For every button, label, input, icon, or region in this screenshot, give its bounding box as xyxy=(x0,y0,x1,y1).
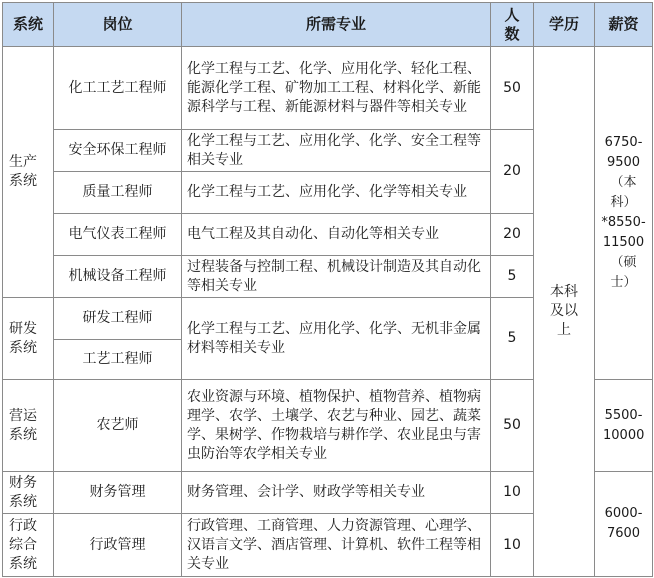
header-position: 岗位 xyxy=(54,3,182,47)
count-cell: 10 xyxy=(491,472,534,514)
count-cell: 5 xyxy=(491,298,534,380)
major-cell: 化学工程与工艺、应用化学、化学等相关专业 xyxy=(182,172,491,214)
header-education: 学历 xyxy=(534,3,595,47)
count-cell: 50 xyxy=(491,47,534,130)
position-cell: 研发工程师 xyxy=(54,298,182,340)
major-cell: 化学工程与工艺、应用化学、化学、安全工程等相关专业 xyxy=(182,130,491,172)
table-row xyxy=(3,47,653,130)
position-cell: 安全环保工程师 xyxy=(54,130,182,172)
system-cell: 研发系统 xyxy=(3,298,54,380)
position-cell: 工艺工程师 xyxy=(54,340,182,380)
count-cell: 50 xyxy=(491,380,534,472)
education-cell: 本科及以上 xyxy=(534,47,595,577)
position-cell: 行政管理 xyxy=(54,514,182,577)
header-salary: 薪资 xyxy=(595,3,653,47)
major-cell: 财务管理、会计学、财政学等相关专业 xyxy=(182,472,491,514)
header-row xyxy=(3,3,653,47)
position-cell: 机械设备工程师 xyxy=(54,256,182,298)
system-cell: 生产系统 xyxy=(3,47,54,298)
major-cell: 农业资源与环境、植物保护、植物营养、植物病理学、农学、土壤学、农艺与种业、园艺、蔬菜学、果树学、作物栽培与耕作学、农业昆虫与害虫防治等农学相关专业 xyxy=(182,380,491,472)
position-cell: 质量工程师 xyxy=(54,172,182,214)
header-system: 系统 xyxy=(3,3,54,47)
salary-cell: 6000-7600 xyxy=(595,472,653,577)
major-cell: 电气工程及其自动化、自动化等相关专业 xyxy=(182,214,491,256)
count-cell: 5 xyxy=(491,256,534,298)
header-major: 所需专业 xyxy=(182,3,491,47)
count-cell: 20 xyxy=(491,130,534,214)
major-cell: 化学工程与工艺、应用化学、化学、无机非金属材料等相关专业 xyxy=(182,298,491,380)
major-cell: 化学工程与工艺、化学、应用化学、轻化工程、能源化学工程、矿物加工工程、材料化学、新能源科学与工程、新能源材料与器件等相关专业 xyxy=(182,47,491,130)
position-cell: 财务管理 xyxy=(54,472,182,514)
count-cell: 10 xyxy=(491,514,534,577)
major-cell: 过程装备与控制工程、机械设计制造及其自动化等相关专业 xyxy=(182,256,491,298)
major-cell: 行政管理、工商管理、人力资源管理、心理学、汉语言文学、酒店管理、计算机、软件工程等相关专业 xyxy=(182,514,491,577)
position-cell: 电气仪表工程师 xyxy=(54,214,182,256)
position-cell: 化工工艺工程师 xyxy=(54,47,182,130)
header-count: 人数 xyxy=(491,3,534,47)
recruitment-table xyxy=(2,2,653,577)
position-cell: 农艺师 xyxy=(54,380,182,472)
system-cell: 营运系统 xyxy=(3,380,54,472)
count-cell: 20 xyxy=(491,214,534,256)
salary-cell: 5500-10000 xyxy=(595,380,653,472)
salary-cell: 6750-9500（本科）*8550-11500（硕士） xyxy=(595,47,653,380)
system-cell: 财务系统 xyxy=(3,472,54,514)
system-cell: 行政综合系统 xyxy=(3,514,54,577)
